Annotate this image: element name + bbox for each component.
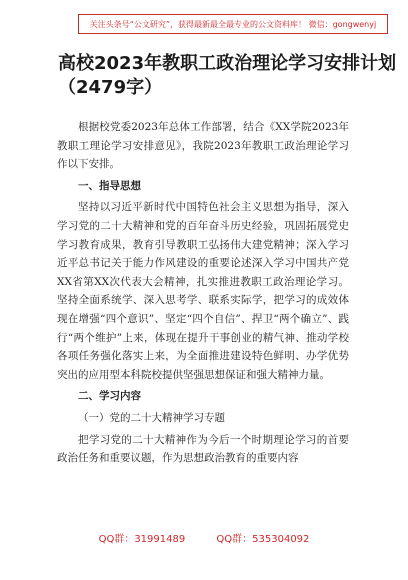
intro-paragraph: 根据校党委2023年总体工作部署，结合《XX学院2023年教职工理论学习安排意见》，我院2023年教职工政治理论学习作以下安排。 bbox=[57, 121, 349, 171]
promo-banner-text: 关注头条号“公文研究”，获得最新最全最专业的公文资料库！ 微信：gongwenyj bbox=[89, 19, 377, 29]
title-line-1: 高校2023年教职工政治理论学习安排计划 bbox=[58, 53, 397, 74]
section-heading-guiding-thought: 一、指导思想 bbox=[78, 179, 141, 192]
section-heading-study-content: 二、学习内容 bbox=[78, 390, 141, 403]
guiding-thought-paragraph: 坚持以习近平新时代中国特色社会主义思想为指导，深入学习党的二十大精神和党的百年奋斗历史经验，巩固拓展党史学习教育成果，教育引导教职工弘扬伟大建党精神；深入学习近平总书记关于能力作风建设的重要论述深入学习中国共产党XX省第XX次代表大会精神，扎实推进教职工政治理论学习。坚持全面系统学、深入思考学、联系实际学，把学习的成效体现在增强“四个意识”、坚定“四个自信”、捍卫“两个确立”、践行“两个维护”上来，体现在提升干事创业的精气神、推动学校各项任务强化落实上来，为全面推进建设特色鲜明、办学优势突出的应用型本科院校提供坚强思想保证和强大精神力量。 bbox=[57, 201, 349, 381]
subsection-heading-twentieth-congress: （一）党的二十大精神学习专题 bbox=[78, 411, 225, 424]
twentieth-congress-paragraph: 把学习党的二十大精神作为今后一个时期理论学习的首要政治任务和重要议题，作为思想政治教育的重要内容 bbox=[57, 433, 349, 465]
document-body bbox=[57, 118, 349, 468]
promo-banner bbox=[78, 14, 388, 34]
qq-group-1: QQ群：31991489 bbox=[98, 534, 186, 545]
title-line-2: （2479字） bbox=[58, 77, 163, 98]
qq-group-2: QQ群：535304092 bbox=[216, 534, 310, 545]
footer-contacts bbox=[0, 530, 408, 545]
document-title bbox=[58, 52, 397, 100]
